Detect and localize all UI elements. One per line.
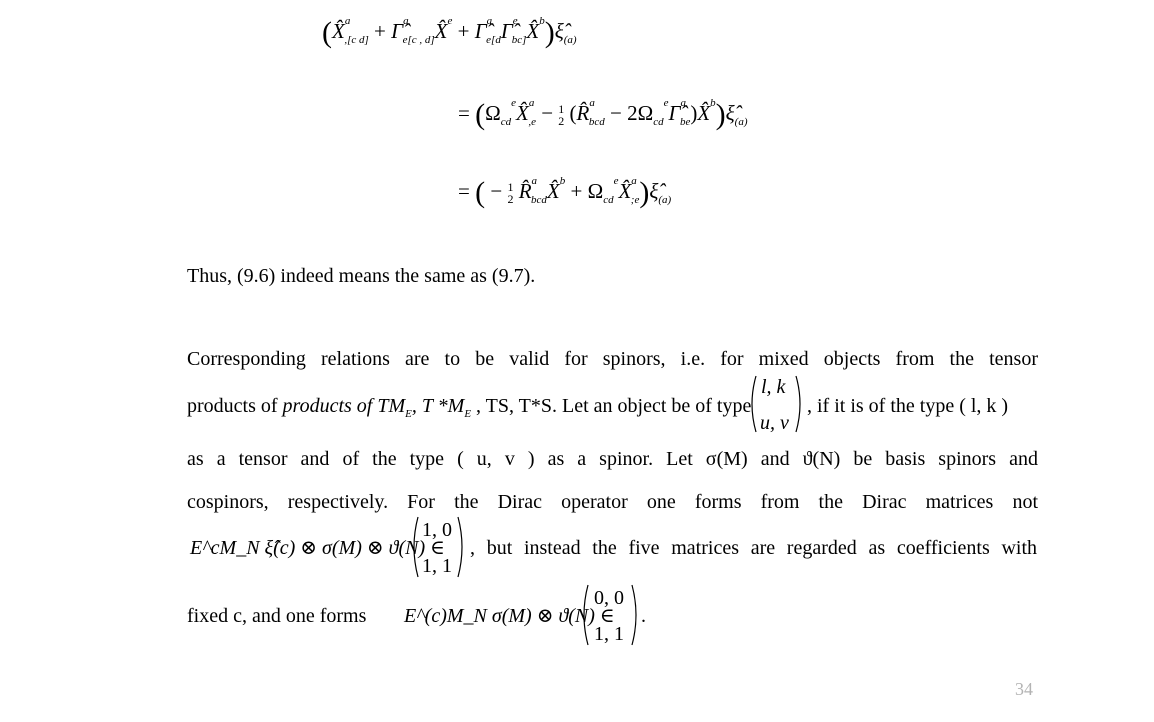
type-matrix-2 xyxy=(410,515,466,579)
subscript-e1: E xyxy=(405,408,412,420)
subscript-e2: E xyxy=(464,408,472,420)
paragraph-line-4: cospinors, respectively. For the Dirac operator one forms from the Dirac matrices not xyxy=(187,491,1038,513)
equation-line-3: = ( − 1 2 R̂$^a_{bcd}$X̂$^b$ + $\Omega_{cd}^eX̂^a_{;e})\xî_{(a)}$ xyxy=(458,175,672,209)
thus-sentence: Thus, (9.6) indeed means the same as (9.7). xyxy=(187,265,536,287)
matrix1-bottom: u, v xyxy=(760,412,789,434)
line6-expression: E^(c)M_N σ(M) ⊗ ϑ(N) ∈ xyxy=(404,605,615,627)
page-number: 34 xyxy=(1015,679,1033,699)
line2-rest: , TS, T*S. Let an object be of type xyxy=(471,395,752,417)
type-matrix-3 xyxy=(580,583,640,647)
equation-line-2: = ($\Omega_{cd}^eX̂^a_{,e} - 1$ 2 (R̂$^a_{bcd}$ − $2\Omega_{cd}^e\Gammâ^a_{be})X̂^b)\xî_{(a)}$ xyxy=(458,97,748,131)
matrix2-top: 1, 0 xyxy=(422,519,452,541)
equation-line-1: (X̂$^a_{,[c d]}$ + Γ̂$^a_{e[c , d]}$X̂$^e$ + $\Gammâ^a_{e[d}\Gammâ^e_{bc]}X̂^b)\xî_{(a)}$ xyxy=(322,15,577,49)
line5-expression: E^cM_N ξ̂(c) ⊗ σ(M) ⊗ ϑ(N) ∈ xyxy=(190,537,445,559)
matrix3-bottom: 1, 1 xyxy=(594,623,624,645)
paragraph-line-3: as a tensor and of the type ( u, v ) as a spinor. Let σ(M) and ϑ(N) be basis spinors and xyxy=(187,448,1038,470)
paragraph-line-2-end: , if it is of the type ( l, k ) xyxy=(807,395,1009,417)
equation-line-3-text xyxy=(0,0,1,1)
line5-text: , but instead the five matrices are regarded as coefficients with xyxy=(470,537,1037,559)
line2-products: products of products of TM xyxy=(187,395,406,417)
line2-tstar: , T *M xyxy=(411,395,465,417)
paragraph-line-1: Corresponding relations are to be valid for spinors, i.e. for mixed objects from the tensor xyxy=(187,348,1038,370)
matrix1-top: l, k xyxy=(761,376,786,398)
matrix3-top: 0, 0 xyxy=(594,587,624,609)
paragraph-line-2 xyxy=(187,396,751,420)
line6-end: . xyxy=(641,605,646,627)
type-matrix-1 xyxy=(748,374,804,434)
line6-start: fixed c, and one forms xyxy=(187,605,367,627)
matrix2-bottom: 1, 1 xyxy=(422,555,452,577)
